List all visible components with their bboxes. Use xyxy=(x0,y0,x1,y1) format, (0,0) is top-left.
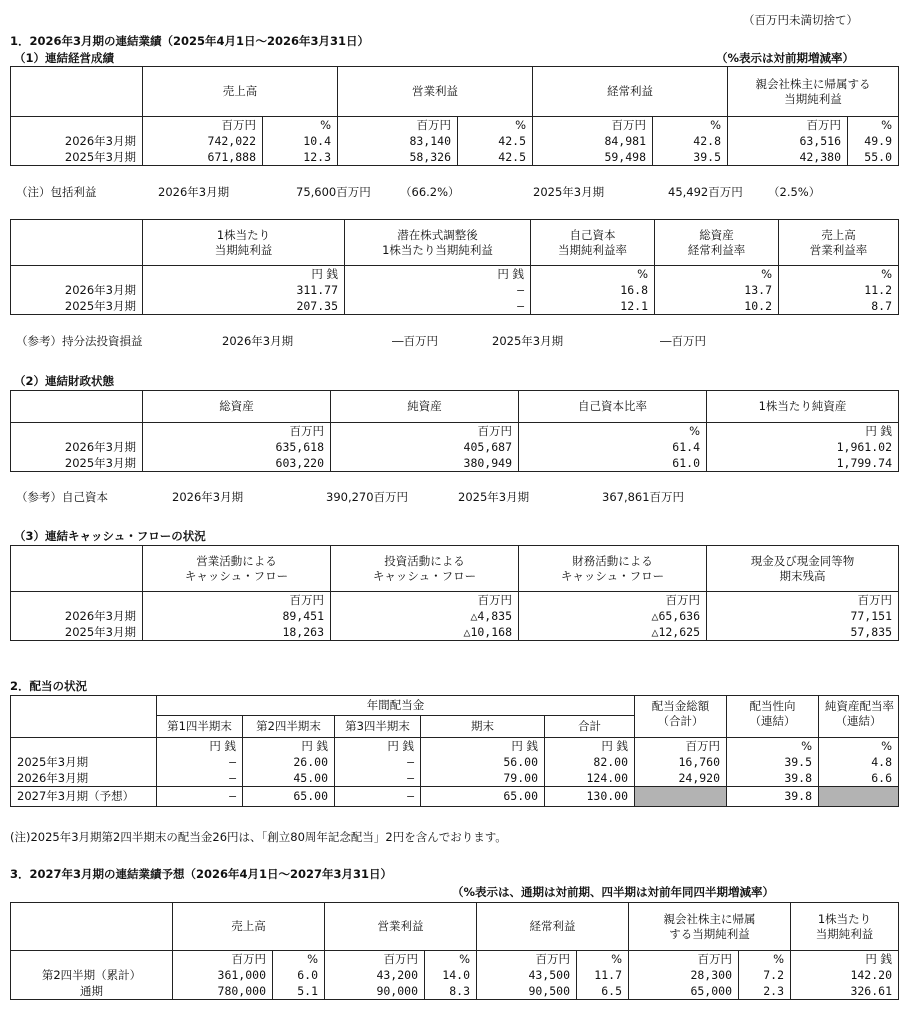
unit-cell: 円 銭 xyxy=(157,738,243,755)
value-cell: 6.5 xyxy=(577,983,629,1000)
header-ordinary-income: 経常利益 xyxy=(477,903,629,951)
unit-cell: 百万円 xyxy=(707,592,899,609)
value-cell: 83,140 xyxy=(338,133,458,149)
header-dividend-total: 配当金総額 （合計） xyxy=(635,696,727,738)
unit-cell: 百万円 xyxy=(533,117,653,134)
value-cell: 780,000 xyxy=(173,983,273,1000)
unit-cell: 百万円 xyxy=(143,592,331,609)
unit-cell: % xyxy=(273,951,325,968)
unit-cell: 円 銭 xyxy=(243,738,335,755)
header-doe: 純資産配当率 （連結） xyxy=(819,696,899,738)
header-eps: 1株当たり 当期純利益 xyxy=(143,220,345,266)
value-cell: 42.8 xyxy=(653,133,728,149)
value-cell: △65,636 xyxy=(519,608,707,624)
value-cell: 11.2 xyxy=(779,282,899,298)
cash-flow-table xyxy=(10,545,899,641)
value-cell: 59,498 xyxy=(533,149,653,166)
corner-cell xyxy=(11,220,143,266)
header-financing-cf: 財務活動による キャッシュ・フロー xyxy=(519,546,707,592)
value-cell: 7.2 xyxy=(739,967,791,983)
table-row xyxy=(11,787,899,807)
table-row xyxy=(11,149,899,166)
row-label: 2026年3月期 xyxy=(11,282,143,298)
unit-cell: 円 銭 xyxy=(421,738,545,755)
unit-cell: 円 銭 xyxy=(335,738,421,755)
value-cell: 12.3 xyxy=(263,149,338,166)
operating-results-table xyxy=(10,66,899,166)
value-cell: 28,300 xyxy=(629,967,739,983)
value-cell: 326.61 xyxy=(791,983,899,1000)
per-share-table xyxy=(10,219,899,315)
value-cell: 65.00 xyxy=(421,787,545,807)
table-row xyxy=(11,298,899,315)
unit-cell: % xyxy=(577,951,629,968)
value-cell: 16.8 xyxy=(531,282,655,298)
ref-value: ―百万円 xyxy=(660,334,706,348)
value-cell: 57,835 xyxy=(707,624,899,641)
header-net-income: 親会社株主に帰属 する当期純利益 xyxy=(629,903,791,951)
label-cell xyxy=(11,423,143,440)
corner-cell xyxy=(11,391,143,423)
value-cell: 26.00 xyxy=(243,754,335,770)
header-annual-dividend: 年間配当金 xyxy=(157,696,635,716)
section-2-title: 2．配当の状況 xyxy=(10,679,88,693)
unit-cell: % xyxy=(519,423,707,440)
value-cell: △4,835 xyxy=(331,608,519,624)
unit-cell: % xyxy=(739,951,791,968)
unit-cell: % xyxy=(655,266,779,283)
header-bps: 1株当たり純資産 xyxy=(707,391,899,423)
value-cell: 380,949 xyxy=(331,455,519,472)
value-cell: 361,000 xyxy=(173,967,273,983)
row-label: 2026年3月期 xyxy=(11,608,143,624)
unit-cell: % xyxy=(531,266,655,283)
unit-cell: 百万円 xyxy=(629,951,739,968)
header-eps: 1株当たり 当期純利益 xyxy=(791,903,899,951)
unit-cell: % xyxy=(727,738,819,755)
row-label: 第2四半期（累計） xyxy=(11,967,173,983)
ref-year: 2025年3月期 xyxy=(458,490,530,504)
table-row xyxy=(11,754,899,770)
value-cell: 61.0 xyxy=(519,455,707,472)
header-operating-income: 営業利益 xyxy=(338,67,533,117)
row-label: 2025年3月期 xyxy=(11,298,143,315)
unit-cell: 百万円 xyxy=(325,951,425,968)
value-cell: 635,618 xyxy=(143,439,331,455)
value-cell: 84,981 xyxy=(533,133,653,149)
note-label: （注）包括利益 xyxy=(16,185,97,199)
value-cell: ― xyxy=(345,298,531,315)
value-cell: 12.1 xyxy=(531,298,655,315)
unit-cell: 百万円 xyxy=(519,592,707,609)
section-1-title: 1．2026年3月期の連結業績（2025年4月1日～2026年3月31日） xyxy=(10,34,370,48)
value-cell: 56.00 xyxy=(421,754,545,770)
value-cell: 89,451 xyxy=(143,608,331,624)
section-1-2-title: （2）連結財政状態 xyxy=(14,374,115,388)
unit-cell: 百万円 xyxy=(728,117,848,134)
header-total-assets: 総資産 xyxy=(143,391,331,423)
label-cell xyxy=(11,951,173,968)
note-value: 45,492百万円 xyxy=(668,185,743,199)
ref-value: 390,270百万円 xyxy=(326,490,409,504)
header-operating-income: 営業利益 xyxy=(325,903,477,951)
dividends-table xyxy=(10,695,899,807)
value-cell: 43,500 xyxy=(477,967,577,983)
header-operating-cf: 営業活動による キャッシュ・フロー xyxy=(143,546,331,592)
value-cell: 63,516 xyxy=(728,133,848,149)
header-investing-cf: 投資活動による キャッシュ・フロー xyxy=(331,546,519,592)
row-label: 2026年3月期 xyxy=(11,770,157,787)
value-cell: 8.3 xyxy=(425,983,477,1000)
value-cell: 42,380 xyxy=(728,149,848,166)
header-roa: 総資産 経常利益率 xyxy=(655,220,779,266)
unit-cell: % xyxy=(848,117,899,134)
value-cell: 61.4 xyxy=(519,439,707,455)
table-row xyxy=(11,624,899,641)
value-cell: 65,000 xyxy=(629,983,739,1000)
ref-value: 367,861百万円 xyxy=(602,490,685,504)
header-cash-balance: 現金及び現金同等物 期末残高 xyxy=(707,546,899,592)
table-row xyxy=(11,967,899,983)
value-cell: 4.8 xyxy=(819,754,899,770)
value-cell: 43,200 xyxy=(325,967,425,983)
value-cell: ― xyxy=(157,770,243,787)
value-cell: 6.0 xyxy=(273,967,325,983)
table-row xyxy=(11,983,899,1000)
unit-cell: 円 銭 xyxy=(345,266,531,283)
value-cell: 405,687 xyxy=(331,439,519,455)
section-1-1-title: （1）連結経営成績 xyxy=(14,51,115,65)
unit-cell: 円 銭 xyxy=(545,738,635,755)
row-label: 通期 xyxy=(11,983,173,1000)
value-cell: 2.3 xyxy=(739,983,791,1000)
value-cell: 13.7 xyxy=(655,282,779,298)
label-cell xyxy=(11,592,143,609)
value-cell: ― xyxy=(157,787,243,807)
shaded-cell xyxy=(819,787,899,807)
header-q2: 第2四半期末 xyxy=(243,716,335,738)
value-cell: △10,168 xyxy=(331,624,519,641)
section-3-title: 3．2027年3月期の連結業績予想（2026年4月1日～2027年3月31日） xyxy=(10,867,393,881)
value-cell: 6.6 xyxy=(819,770,899,787)
value-cell: ― xyxy=(157,754,243,770)
value-cell: △12,625 xyxy=(519,624,707,641)
note-pct: （66.2%） xyxy=(400,185,460,199)
unit-cell: 百万円 xyxy=(635,738,727,755)
shaded-cell xyxy=(635,787,727,807)
header-total: 合計 xyxy=(545,716,635,738)
value-cell: ― xyxy=(335,754,421,770)
header-diluted-eps: 潜在株式調整後 1株当たり当期純利益 xyxy=(345,220,531,266)
unit-cell: % xyxy=(779,266,899,283)
row-label: 2025年3月期 xyxy=(11,754,157,770)
unit-cell: 百万円 xyxy=(331,592,519,609)
row-label: 2026年3月期 xyxy=(11,439,143,455)
unit-cell: 円 銭 xyxy=(791,951,899,968)
value-cell: 11.7 xyxy=(577,967,629,983)
value-cell: 1,799.74 xyxy=(707,455,899,472)
unit-cell: 百万円 xyxy=(143,423,331,440)
value-cell: 130.00 xyxy=(545,787,635,807)
row-label: 2025年3月期 xyxy=(11,149,143,166)
pct-note: （%表示は対前期増減率） xyxy=(716,51,855,65)
corner-cell xyxy=(11,903,173,951)
header-net-assets: 純資産 xyxy=(331,391,519,423)
corner-cell xyxy=(11,67,143,117)
dividend-note: (注)2025年3月期第2四半期末の配当金26円は、「創立80周年記念配当」2円を含んでおります。 xyxy=(10,830,507,844)
header-roe: 自己資本 当期純利益率 xyxy=(531,220,655,266)
table-row xyxy=(11,439,899,455)
unit-note: （百万円未満切捨て） xyxy=(743,13,858,27)
header-equity-ratio: 自己資本比率 xyxy=(519,391,707,423)
header-ordinary-income: 経常利益 xyxy=(533,67,728,117)
note-year: 2025年3月期 xyxy=(533,185,605,199)
value-cell: 42.5 xyxy=(458,149,533,166)
row-label: 2027年3月期（予想） xyxy=(11,787,157,807)
value-cell: 24,920 xyxy=(635,770,727,787)
value-cell: 65.00 xyxy=(243,787,335,807)
value-cell: 18,263 xyxy=(143,624,331,641)
forecast-table xyxy=(10,902,899,1000)
header-q3: 第3四半期末 xyxy=(335,716,421,738)
unit-cell: 円 銭 xyxy=(143,266,345,283)
value-cell: 39.8 xyxy=(727,787,819,807)
ref-year: 2026年3月期 xyxy=(222,334,294,348)
value-cell: 1,961.02 xyxy=(707,439,899,455)
value-cell: 10.2 xyxy=(655,298,779,315)
value-cell: 142.20 xyxy=(791,967,899,983)
unit-cell: 百万円 xyxy=(143,117,263,134)
value-cell: 124.00 xyxy=(545,770,635,787)
value-cell: 671,888 xyxy=(143,149,263,166)
value-cell: 39.5 xyxy=(653,149,728,166)
value-cell: 5.1 xyxy=(273,983,325,1000)
table-row xyxy=(11,133,899,149)
value-cell: 45.00 xyxy=(243,770,335,787)
unit-cell: % xyxy=(819,738,899,755)
corner-cell xyxy=(11,696,157,738)
header-margin: 売上高 営業利益率 xyxy=(779,220,899,266)
label-cell xyxy=(11,266,143,283)
header-year-end: 期末 xyxy=(421,716,545,738)
table-row xyxy=(11,282,899,298)
note-value: 75,600百万円 xyxy=(296,185,371,199)
header-payout-ratio: 配当性向 （連結） xyxy=(727,696,819,738)
row-label: 2025年3月期 xyxy=(11,455,143,472)
value-cell: 207.35 xyxy=(143,298,345,315)
note-pct: （2.5%） xyxy=(768,185,821,199)
unit-cell: % xyxy=(653,117,728,134)
unit-cell: 百万円 xyxy=(338,117,458,134)
unit-cell: 百万円 xyxy=(331,423,519,440)
unit-cell: 百万円 xyxy=(173,951,273,968)
value-cell: ― xyxy=(335,770,421,787)
value-cell: 82.00 xyxy=(545,754,635,770)
table-row xyxy=(11,608,899,624)
value-cell: 311.77 xyxy=(143,282,345,298)
value-cell: 742,022 xyxy=(143,133,263,149)
financial-position-table xyxy=(10,390,899,472)
unit-cell: % xyxy=(263,117,338,134)
value-cell: 14.0 xyxy=(425,967,477,983)
value-cell: 79.00 xyxy=(421,770,545,787)
ref-label: （参考）自己資本 xyxy=(16,490,108,504)
value-cell: 16,760 xyxy=(635,754,727,770)
label-cell xyxy=(11,738,157,755)
table-row xyxy=(11,455,899,472)
value-cell: 90,500 xyxy=(477,983,577,1000)
row-label: 2025年3月期 xyxy=(11,624,143,641)
value-cell: 603,220 xyxy=(143,455,331,472)
value-cell: 58,326 xyxy=(338,149,458,166)
value-cell: 10.4 xyxy=(263,133,338,149)
value-cell: 42.5 xyxy=(458,133,533,149)
row-label: 2026年3月期 xyxy=(11,133,143,149)
value-cell: 8.7 xyxy=(779,298,899,315)
value-cell: 39.5 xyxy=(727,754,819,770)
value-cell: ― xyxy=(335,787,421,807)
corner-cell xyxy=(11,546,143,592)
value-cell: 90,000 xyxy=(325,983,425,1000)
value-cell: ― xyxy=(345,282,531,298)
ref-value: ―百万円 xyxy=(392,334,438,348)
unit-cell: % xyxy=(458,117,533,134)
value-cell: 77,151 xyxy=(707,608,899,624)
value-cell: 49.9 xyxy=(848,133,899,149)
unit-cell: % xyxy=(425,951,477,968)
section-1-3-title: （3）連結キャッシュ・フローの状況 xyxy=(14,529,206,543)
header-net-income: 親会社株主に帰属する 当期純利益 xyxy=(728,67,899,117)
value-cell: 55.0 xyxy=(848,149,899,166)
ref-year: 2026年3月期 xyxy=(172,490,244,504)
header-sales: 売上高 xyxy=(173,903,325,951)
header-q1: 第1四半期末 xyxy=(157,716,243,738)
ref-label: （参考）持分法投資損益 xyxy=(16,334,143,348)
unit-cell: 円 銭 xyxy=(707,423,899,440)
label-cell xyxy=(11,117,143,134)
forecast-pct-note: （%表示は、通期は対前期、四半期は対前年同四半期増減率） xyxy=(452,885,775,899)
header-sales: 売上高 xyxy=(143,67,338,117)
unit-cell: 百万円 xyxy=(477,951,577,968)
ref-year: 2025年3月期 xyxy=(492,334,564,348)
value-cell: 39.8 xyxy=(727,770,819,787)
note-year: 2026年3月期 xyxy=(158,185,230,199)
table-row xyxy=(11,770,899,787)
